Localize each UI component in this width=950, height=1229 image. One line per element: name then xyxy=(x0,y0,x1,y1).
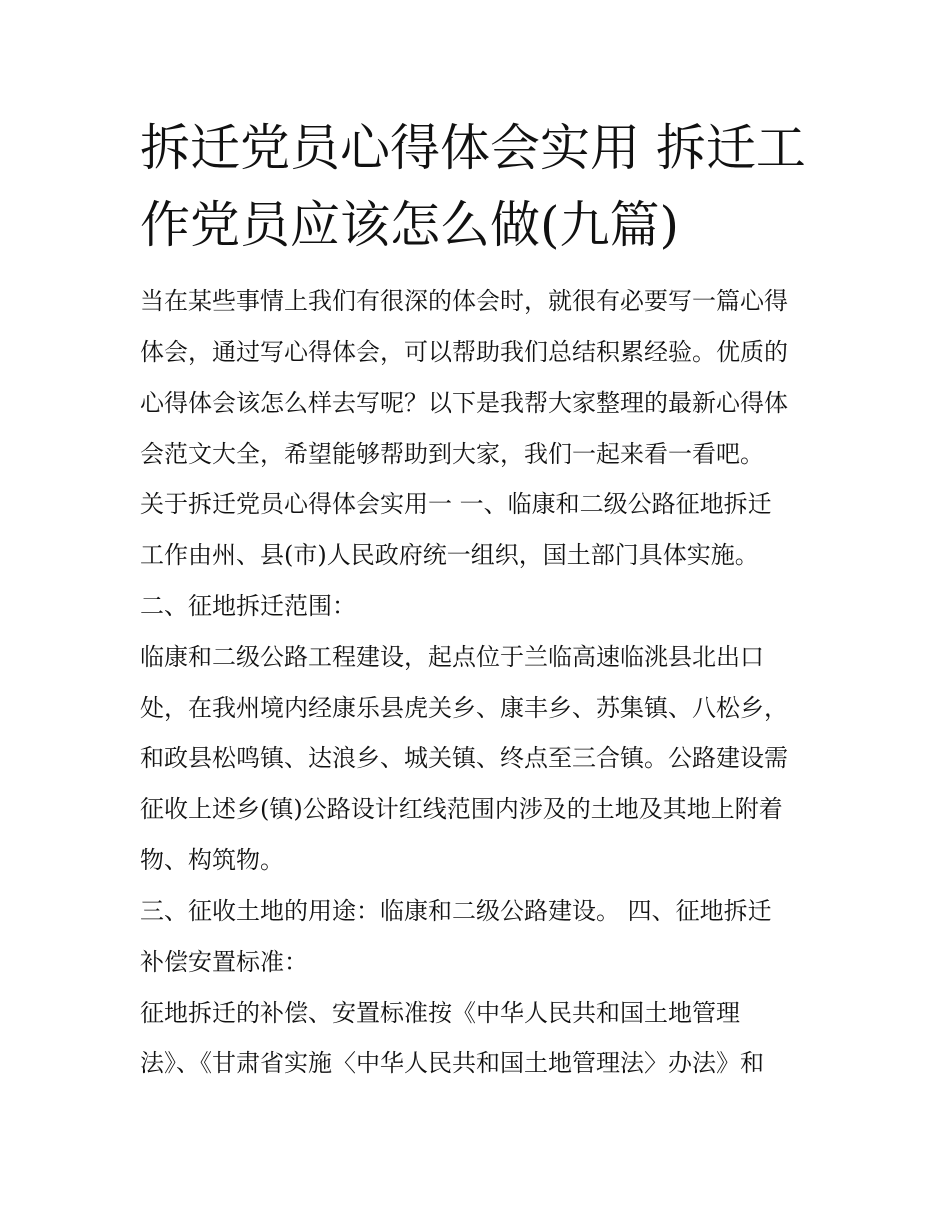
body-line-3: 心得体会该怎么样去写呢？以下是我帮大家整理的最新心得体 xyxy=(140,389,788,417)
body-line-2: 体会，通过写心得体会，可以帮助我们总结积累经验。优质的 xyxy=(140,338,788,366)
body-line-10: 和政县松鸣镇、达浪乡、城关镇、终点至三合镇。公路建设需 xyxy=(140,744,788,772)
page-title-line-1: 拆迁党员心得体会实用 拆迁工 xyxy=(140,119,806,177)
body-line-1: 当在某些事情上我们有很深的体会时，就很有必要写一篇心得 xyxy=(140,287,788,315)
body-line-7: 二、征地拆迁范围： xyxy=(140,592,356,620)
body-line-12: 物、构筑物。 xyxy=(140,846,284,874)
body-line-15: 征地拆迁的补偿、安置标准按《中华人民共和国土地管理 xyxy=(140,999,740,1027)
body-line-14: 补偿安置标准： xyxy=(140,948,308,976)
body-line-6: 工作由州、县(市)人民政府统一组织，国土部门具体实施。 xyxy=(140,541,759,569)
body-line-5: 关于拆迁党员心得体会实用一 一、临康和二级公路征地拆迁 xyxy=(140,490,772,518)
body-line-9: 处，在我州境内经康乐县虎关乡、康丰乡、苏集镇、八松乡， xyxy=(140,694,788,722)
body-line-13: 三、征收土地的用途：临康和二级公路建设。 四、征地拆迁 xyxy=(140,897,772,925)
body-line-16: 法》、《甘肃省实施〈中华人民共和国土地管理法〉办法》和 xyxy=(140,1049,764,1077)
page-title-line-2: 作党员应该怎么做(九篇) xyxy=(140,196,680,254)
body-line-4: 会范文大全，希望能够帮助到大家，我们一起来看一看吧。 xyxy=(140,440,764,468)
body-line-11: 征收上述乡(镇)公路设计红线范围内涉及的土地及其地上附着 xyxy=(140,795,783,823)
body-line-8: 临康和二级公路工程建设，起点位于兰临高速临洮县北出口 xyxy=(140,643,764,671)
